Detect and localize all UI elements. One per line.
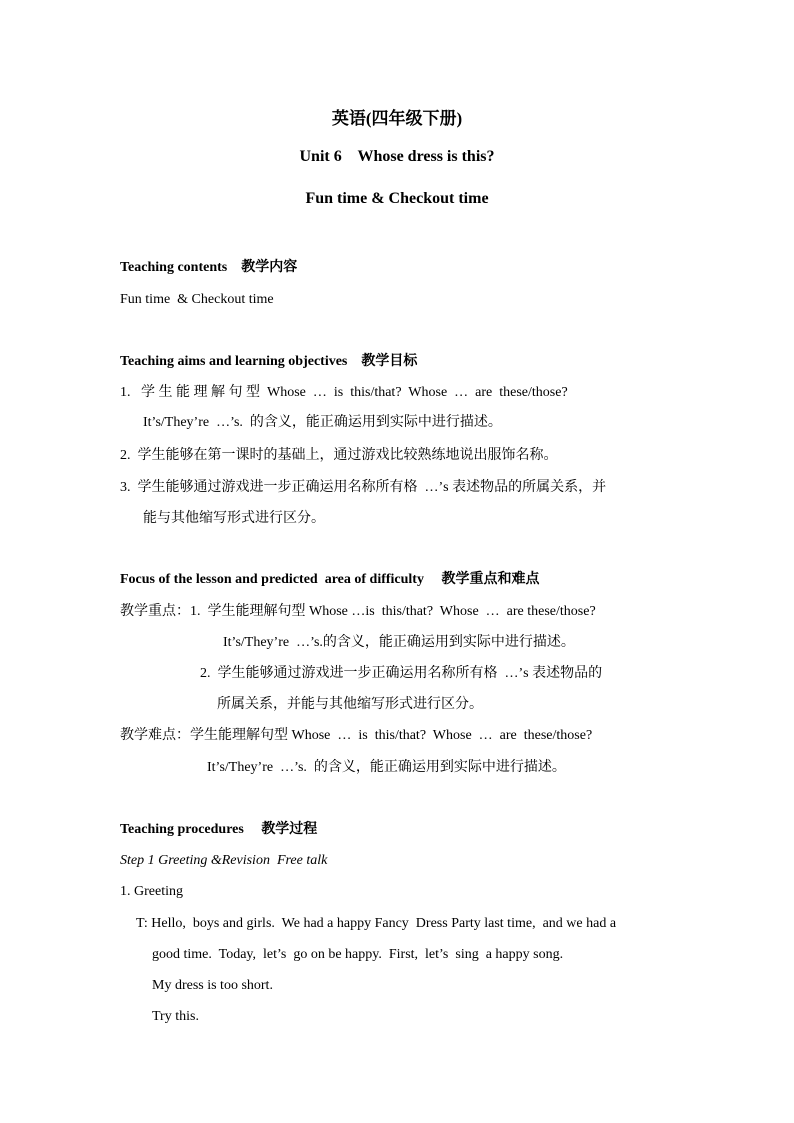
step-1-title: Step 1 Greeting &Revision Free talk [120,853,328,868]
aims-item-1-line-2: It’s/They’re …’s. 的含义，能正确运用到实际中进行描述。 [143,415,502,430]
contents-heading: Teaching contents 教学内容 [120,260,298,275]
greeting-subheading: 1. Greeting [120,884,183,899]
doc-title: 英语(四年级下册) [331,109,463,128]
difficulty-line-1: 教学难点：学生能理解句型 Whose … is this/that? Whose … are these/those? [120,728,593,743]
song-line-2: Try this. [152,1009,199,1024]
key-points-line-3: 2. 学生能够通过游戏进一步正确运用名称所有格 …’s 表述物品的 [200,666,603,681]
aims-item-3-line-1: 3. 学生能够通过游戏进一步正确运用名称所有格 …’s 表述物品的所属关系，并 [120,480,607,495]
teacher-line-2: good time. Today, let’s go on be happy. First, let’s sing a happy song. [152,947,564,962]
teacher-line-1: T: Hello, boys and girls. We had a happy Fancy Dress Party last time, and we had a [136,916,617,931]
aims-item-3-line-2: 能与其他缩写形式进行区分。 [143,511,325,526]
procedures-heading: Teaching procedures 教学过程 [120,822,318,837]
lesson-title: Fun time & Checkout time [305,190,489,207]
contents-text: Fun time & Checkout time [120,292,274,307]
aims-item-2: 2. 学生能够在第一课时的基础上，通过游戏比较熟练地说出服饰名称。 [120,448,558,463]
song-line-1: My dress is too short. [152,978,273,993]
aims-heading: Teaching aims and learning objectives 教学目标 [120,354,418,369]
unit-title: Unit 6 Whose dress is this? [299,148,495,165]
focus-heading: Focus of the lesson and predicted area of difficulty 教学重点和难点 [120,572,540,587]
key-points-line-2: It’s/They’re …’s.的含义，能正确运用到实际中进行描述。 [223,635,575,650]
difficulty-line-2: It’s/They’re …’s. 的含义，能正确运用到实际中进行描述。 [207,760,566,775]
key-points-line-1: 教学重点：1. 学生能理解句型 Whose …is this/that? Whose … are these/those? [120,604,596,619]
aims-item-1-line-1: 1. 学 生 能 理 解 句 型 Whose … is this/that? Whose … are these/those? [120,385,568,400]
key-points-line-4: 所属关系，并能与其他缩写形式进行区分。 [217,697,483,712]
